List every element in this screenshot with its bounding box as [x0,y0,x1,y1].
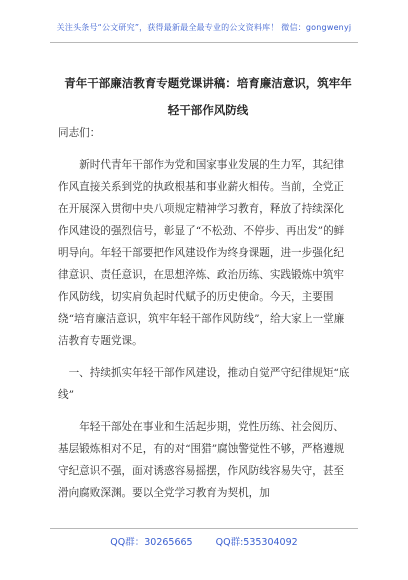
salutation: 同志们： [58,127,101,139]
qq-group-2: QQ群:535304092 [215,537,298,548]
footer-divider [50,528,358,529]
section-heading-1: 一、持续抓实年轻干部作风建设，推动自觉严守纪律规矩“底线” [58,367,350,401]
header-promo-note: 关注头条号“公文研究”，获得最新最全最专业的公文资料库！ 微信：gongwenyj [56,23,352,32]
footer-contacts [0,534,408,548]
header-divider [50,42,358,43]
title-line-2: 轻干部作风防线 [167,103,249,117]
document-body [58,122,354,514]
document-title [58,70,358,124]
paragraph-section-1: 年轻干部处在事业和生活起步期，党性历练、社会阅历、基层锻炼相对不足，有的对“围猎”腐蚀警觉性不够，严格遵规守纪意识不强，面对诱惑容易摇摆，作风防线容易失守，甚至滑向腐败深渊。要以全党学习教育为契机，加 [58,421,345,499]
qq-group-1: QQ群：30265665 [110,537,193,548]
title-line-1: 青年干部廉洁教育专题党课讲稿：培育廉洁意识，筑牢年 [64,76,352,90]
paragraph-intro: 新时代青年干部作为党和国家事业发展的生力军，其纪律作风直接关系到党的执政根基和事业薪火相传。当前，全党正在开展深入贯彻中央八项规定精神学习教育，释放了持续深化作风建设的强烈信号，彰显了“不松劲、不停步、再出发”的鲜明导向。年轻干部要把作风建设作为终身课题，进一步强化纪律意识、责任意识，在思想淬炼、政治历练、实践锻炼中筑牢作风防线，切实肩负起时代赋予的历史使命。今天，主要围绕“培育廉洁意识，筑牢年轻干部作风防线”，给大家上一堂廉洁教育专题党课。 [58,159,345,347]
